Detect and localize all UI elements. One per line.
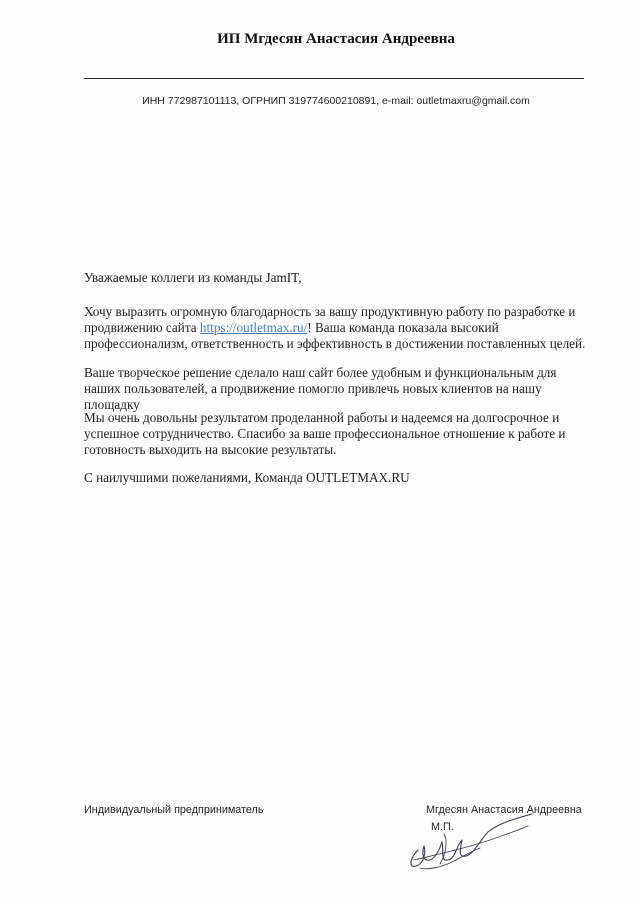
paragraph-1-text-end: ! Ваша команда показала высокий профессионализм, ответственность и эффективность в достижении поставленных целей.: [84, 320, 586, 351]
letterhead-title: ИП Мгдесян Анастасия Андреевна: [217, 31, 455, 47]
signer-position: Индивидуальный предприниматель: [84, 804, 264, 816]
letter-paragraph-2: Ваше творческое решение сделало наш сайт более удобным и функциональным для наших пользователей, а продвижение помогло привлечь новых клиентов на нашу площадку: [84, 365, 557, 412]
letter-paragraph-3: Мы очень довольны результатом проделанной работы и надеемся на долгосрочное и успешное сотрудничество. Спасибо за ваше профессиональное отношение к работе и готовность выходить на высокие результаты.: [84, 410, 566, 457]
letter-closing: С наилучшими пожеланиями, Команда OUTLETMAX.RU: [84, 470, 410, 485]
paragraph-1-text-start: Хочу выразить огромную благодарность за вашу продуктивную работу по разработке и продвижению сайта: [84, 304, 576, 335]
letter-greeting: Уважаемые коллеги из команды JamIT,: [84, 270, 302, 285]
signer-name: Мгдесян Анастасия Андреевна: [426, 804, 582, 816]
letter-paragraph-1: [84, 304, 594, 352]
handwritten-signature: [400, 810, 540, 880]
letterhead-details: ИНН 772987101113, ОГРНИП 319774600210891, e-mail: outletmaxru@gmail.com: [142, 95, 530, 107]
website-link[interactable]: https://outletmax.ru/: [199, 320, 308, 335]
letterhead-divider: [84, 78, 584, 79]
stamp-label: М.П.: [431, 821, 454, 833]
